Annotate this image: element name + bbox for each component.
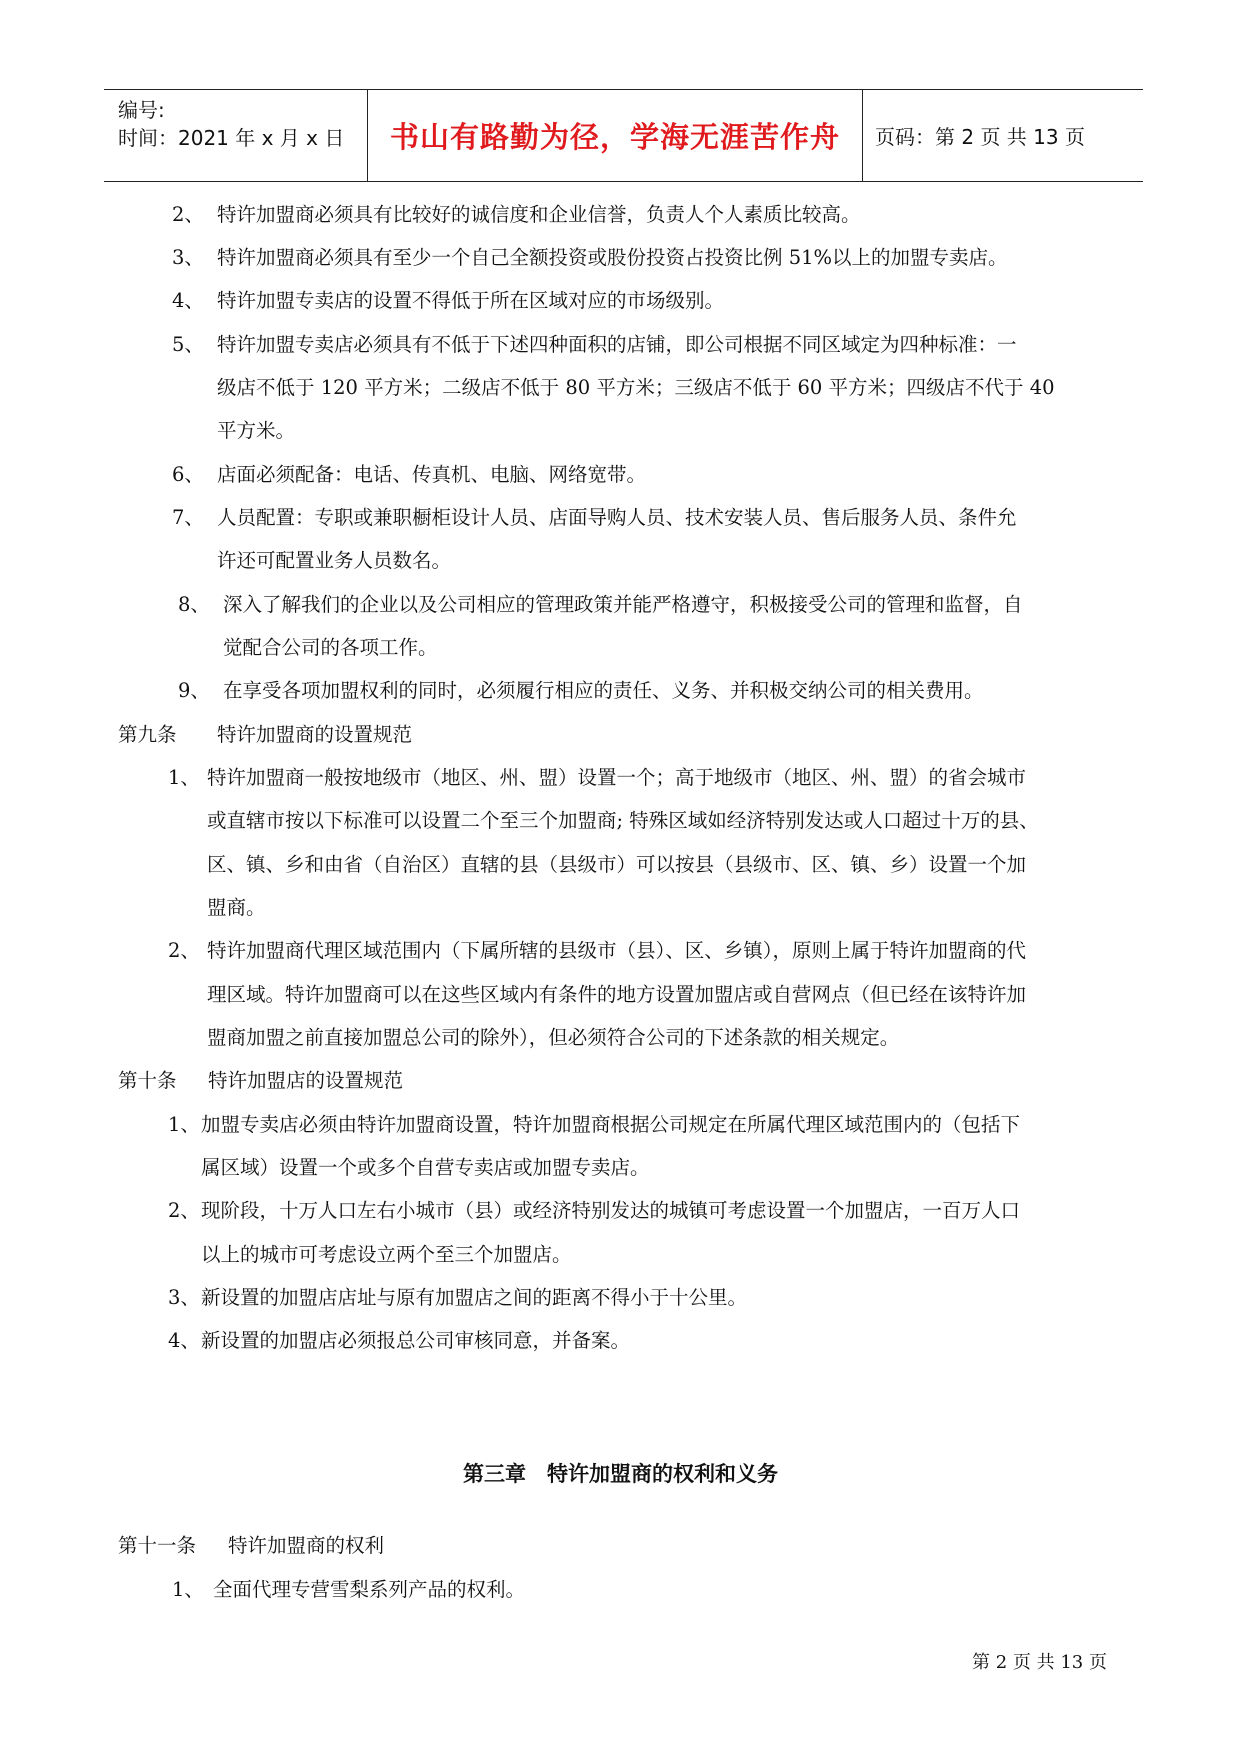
line-number: 7、 xyxy=(172,506,204,529)
line-text: 特许加盟商必须具有比较好的诚信度和企业信誉，负责人个人素质比较高。 xyxy=(217,203,861,226)
line-text: 特许加盟店的设置规范 xyxy=(208,1069,404,1092)
text-line xyxy=(0,202,1241,230)
line-text: 理区域。特许加盟商可以在这些区域内有条件的地方设置加盟店或自营网点（但已经在该特许加 xyxy=(207,983,1027,1006)
text-line xyxy=(0,1112,1241,1140)
line-number: 6、 xyxy=(172,463,204,486)
text-line xyxy=(0,1155,1241,1183)
chapter-title: 第三章 特许加盟商的权利和义务 xyxy=(463,1462,778,1486)
text-line xyxy=(0,1533,1241,1561)
line-text: 或直辖市按以下标准可以设置二个至三个加盟商; 特殊区域如经济特别发达或人口超过十万的县、 xyxy=(207,809,1039,832)
line-text: 特许加盟专卖店必须具有不低于下述四种面积的店铺，即公司根据不同区域定为四种标准：一 xyxy=(217,333,1017,356)
header-page-label: 页码：第 2 页 共 13 页 xyxy=(875,125,1085,149)
line-text: 店面必须配备：电话、传真机、电脑、网络宽带。 xyxy=(217,463,647,486)
line-number: 1、 xyxy=(172,1578,204,1601)
header-motto: 书山有路勤为径，学海无涯苦作舟 xyxy=(368,90,863,181)
text-line xyxy=(0,982,1241,1010)
line-text: 特许加盟商代理区域范围内（下属所辖的县级市（县）、区、乡镇），原则上属于特许加盟商的代 xyxy=(207,939,1027,962)
line-text: 加盟专卖店必须由特许加盟商设置，特许加盟商根据公司规定在所属代理区域范围内的（包括下 xyxy=(201,1113,1021,1136)
text-line xyxy=(0,462,1241,490)
line-text: 特许加盟商的设置规范 xyxy=(217,723,413,746)
line-text: 新设置的加盟店店址与原有加盟店之间的距离不得小于十公里。 xyxy=(201,1286,748,1309)
text-line xyxy=(0,938,1241,966)
line-number: 第九条 xyxy=(118,723,177,746)
line-text: 全面代理专营雪梨系列产品的权利。 xyxy=(213,1578,526,1601)
line-text: 现阶段，十万人口左右小城市（县）或经济特别发达的城镇可考虑设置一个加盟店，一百万人口 xyxy=(201,1199,1021,1222)
header-meta xyxy=(104,90,368,181)
page-header xyxy=(104,89,1143,182)
text-line xyxy=(0,1025,1241,1053)
text-line xyxy=(0,722,1241,750)
line-number: 2、 xyxy=(168,1199,200,1222)
text-line xyxy=(0,765,1241,793)
text-line xyxy=(0,418,1241,446)
text-line xyxy=(0,592,1241,620)
number-label: 编号: xyxy=(118,98,165,122)
page-footer: 第 2 页 共 13 页 xyxy=(972,1652,1107,1673)
text-line xyxy=(0,895,1241,923)
line-text: 特许加盟专卖店的设置不得低于所在区域对应的市场级别。 xyxy=(217,289,725,312)
text-line xyxy=(0,1068,1241,1096)
text-line xyxy=(0,375,1241,403)
line-text: 盟商加盟之前直接加盟总公司的除外），但必须符合公司的下述条款的相关规定。 xyxy=(207,1026,900,1049)
text-line xyxy=(0,635,1241,663)
line-number: 2、 xyxy=(172,203,204,226)
line-number: 8、 xyxy=(178,593,210,616)
line-text: 平方米。 xyxy=(217,419,296,442)
line-text: 级店不低于 120 平方米；二级店不低于 80 平方米；三级店不低于 60 平方米；四级店不代于 40 xyxy=(217,376,1055,399)
line-text: 深入了解我们的企业以及公司相应的管理政策并能严格遵守，积极接受公司的管理和监督，自 xyxy=(223,593,1023,616)
text-line xyxy=(0,245,1241,273)
line-text: 在享受各项加盟权利的同时，必须履行相应的责任、义务、并积极交纳公司的相关费用。 xyxy=(223,679,984,702)
line-text: 新设置的加盟店必须报总公司审核同意，并备案。 xyxy=(201,1329,631,1352)
line-number: 1、 xyxy=(168,1113,200,1136)
text-line xyxy=(0,1328,1241,1356)
line-text: 区、镇、乡和由省（自治区）直辖的县（县级市）可以按县（县级市、区、镇、乡）设置一个加 xyxy=(207,853,1027,876)
line-number: 9、 xyxy=(178,679,210,702)
line-text: 以上的城市可考虑设立两个至三个加盟店。 xyxy=(201,1243,572,1266)
text-line xyxy=(0,332,1241,360)
line-text: 许还可配置业务人员数名。 xyxy=(217,549,452,572)
line-text: 特许加盟商必须具有至少一个自己全额投资或股份投资占投资比例 51%以上的加盟专卖店。 xyxy=(217,246,1008,269)
line-number: 4、 xyxy=(168,1329,200,1352)
text-line xyxy=(0,1577,1241,1605)
line-number: 3、 xyxy=(168,1286,200,1309)
line-number: 3、 xyxy=(172,246,204,269)
line-text: 盟商。 xyxy=(207,896,266,919)
line-text: 特许加盟商一般按地级市（地区、州、盟）设置一个；高于地级市（地区、州、盟）的省会城市 xyxy=(207,766,1027,789)
text-line xyxy=(0,1285,1241,1313)
text-line xyxy=(0,1242,1241,1270)
text-line xyxy=(0,1198,1241,1226)
text-line xyxy=(0,808,1241,836)
line-number: 1、 xyxy=(168,766,200,789)
time-label: 时间：2021 年 x 月 x 日 xyxy=(118,126,345,150)
line-text: 属区域）设置一个或多个自营专卖店或加盟专卖店。 xyxy=(201,1156,650,1179)
line-number: 5、 xyxy=(172,333,204,356)
text-line xyxy=(0,678,1241,706)
line-number: 2、 xyxy=(168,939,200,962)
line-number: 4、 xyxy=(172,289,204,312)
text-line xyxy=(0,548,1241,576)
text-line xyxy=(0,505,1241,533)
line-text: 特许加盟商的权利 xyxy=(228,1534,385,1557)
line-number: 第十一条 xyxy=(118,1534,197,1557)
line-text: 觉配合公司的各项工作。 xyxy=(223,636,438,659)
line-number: 第十条 xyxy=(118,1069,177,1092)
text-line xyxy=(0,288,1241,316)
line-text: 人员配置：专职或兼职橱柜设计人员、店面导购人员、技术安装人员、售后服务人员、条件允 xyxy=(217,506,1017,529)
text-line xyxy=(0,852,1241,880)
